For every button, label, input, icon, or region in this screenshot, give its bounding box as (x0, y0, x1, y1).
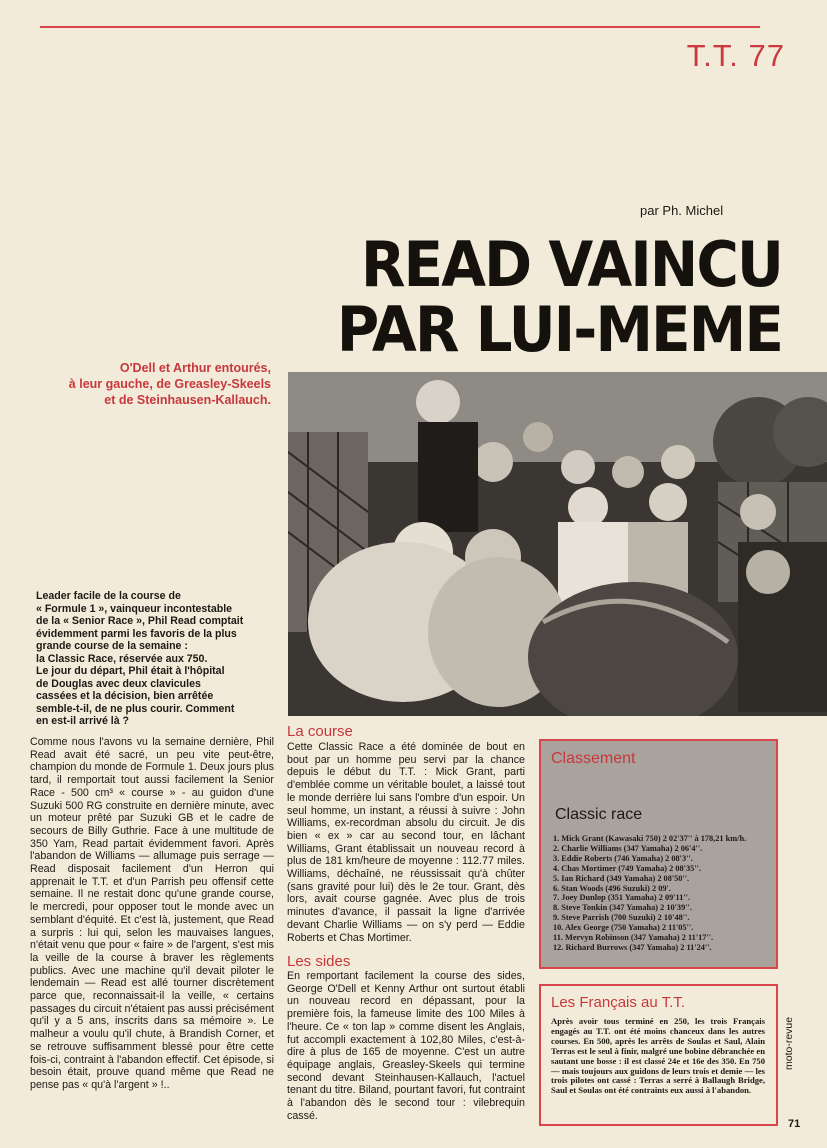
page-number: 71 (788, 1118, 801, 1130)
photo-caption (28, 360, 271, 408)
result-row: 5. Ian Richard (349 Yamaha) 2 08'50''. (553, 873, 690, 883)
magazine-name: moto-revue (783, 1016, 795, 1070)
intro-line: en est-il arrivé là ? (36, 715, 130, 727)
body-les-sides: En remportant facilement la course des sides, George O'Dell et Kenny Arthur ont surtout établi un nouveau record en dépassant, pour la première fois, la fameuse limite des 100 Miles à l'heure. Ce « ton lap » comme disent les Anglais, fut accompli exactement à 102,80 Miles, c'est-à-dire à plus de 165 de moyenne. C'est un autre équipage anglais, Greasley-Skeels qui termine second devant Steinhausen-Kallauch, l'actuel tenant du titre. Biland, pourtant favori, fut contraint à l'abandon dès le second tour : vilebrequin cassé. (287, 970, 525, 1122)
intro-line: cassées et la décision, bien arrêtée (36, 690, 214, 702)
caption-line: à leur gauche, de Greasley-Skeels (68, 377, 271, 391)
result-row: 1. Mick Grant (Kawasaki 750) 2 02'37'' à 178,21 km/h. (553, 834, 747, 843)
classement-title: Classement (551, 750, 636, 767)
result-row: 3. Eddie Roberts (746 Yamaha) 2 08'3''. (553, 853, 693, 863)
intro-line: grande course de la semaine : (36, 640, 188, 652)
intro-line: Leader facile de la course de (36, 590, 181, 602)
intro-line: évidemment parmi les favoris de la plus (36, 627, 237, 640)
francais-title: Les Français au T.T. (551, 994, 685, 1011)
intro-paragraph (36, 590, 276, 728)
result-row: 7. Joey Dunlop (351 Yamaha) 2 09'11''. (553, 893, 691, 903)
result-row: 9. Steve Parrish (700 Suzuki) 2 10'48''. (553, 913, 690, 923)
race-photo (288, 372, 827, 716)
result-row: 12. Richard Burrows (347 Yamaha) 2 11'24''. (553, 942, 712, 952)
intro-line: de la « Senior Race », Phil Read comptait (36, 615, 244, 627)
result-row: 11. Mervyn Robinson (347 Yamaha) 2 11'17''. (553, 933, 714, 943)
byline: par Ph. Michel (640, 203, 724, 218)
subhead-les-sides: Les sides (287, 953, 351, 970)
body-la-course: Cette Classic Race a été dominée de bout en bout par un homme peu servi par la chance depuis le début du T.T. : Mick Grant, parti d'emblée comme un véritable boulet, a laissé tout le monde derrière lui sans l'ombre d'un espoir. Un seul homme, un instant, a réussi à suivre : John Williams, ex-recordman absolu du circuit. Je dis bien « ex » car au second tour, en lâchant Williams, Grant établissait un nouveau record à plus de 181 km/heure de moyenne : 112.77 miles. Williams, déchaîné, ne réussissait qu'à chûter (sans gravité pour lui) dès le 2e tour. Grant, dès lors, avait course gagnée. Avec plus de trois minutes d'avance, il passait la ligne d'arrivée devant Charlie Williams — on s'y perd — Eddie Roberts et Chas Mortimer. (287, 741, 525, 944)
result-row: 4. Chas Mortimer (749 Yamaha) 2 08'35''. (553, 863, 701, 873)
result-row: 8. Steve Tonkin (347 Yamaha) 2 10'39''. (553, 903, 692, 913)
intro-line: Le jour du départ, Phil était à l'hôpital (36, 665, 225, 677)
intro-line: « Formule 1 », vainqueur incontestable (36, 602, 233, 615)
body-column-1: Comme nous l'avons vu la semaine dernière, Phil Read avait été sacré, un peu vite peut-être, champion du monde de Formule 1. Deux jours plus tard, il remportait tout aussi facilement la Senior Race - 500 cm³ « course » - au guidon d'une Suzuki 500 RG construite en dernière minute, avec un moteur prêté par Suzuki GB et le cadre de secours de Billy Guthrie. Face à une multitude de 350 Yam, Read partait évidemment favori. Après l'abandon de Williams — allumage puis serrage — Read disposait facilement d'un Herron qui apprenait le T.T. et d'un Parrish peu offensif cette semaine. Il ne restait donc qu'une grande course, le mercredi, pour opposer tout le monde avec un semblant d'équité. Et c'est là, justement, que Read a surpris : lui qui, selon les mauvaises langues, n'était venu que pour « faire » de l'argent, s'est mis la veille de la course à braver les règlements publics. Avec une machine qu'il devait piloter le lendemain — Read est allé tourner discrètement parce que, reconnaissait-il la veille, « certains passages du circuit n'étaient pas aussi précisément qu'il y a 5 ans, inscrits dans sa mémoire ». Le malheur a voulu qu'il chute, à Brandish Corner, et se retrouve suffisamment blessé pour être cette fois-ci, contraint à l'abandon effectif. Cet épisode, si besoin était, prouve quand même que Read ne pense pas « qu'à l'argent » !.. (30, 736, 274, 1091)
result-row: 10. Alex George (750 Yamaha) 2 11'05''. (553, 923, 694, 933)
result-row: 2. Charlie Williams (347 Yamaha) 2 06'4''. (553, 843, 703, 853)
subhead-la-course: La course (287, 723, 353, 740)
intro-line: la Classic Race, réservée aux 750. (36, 652, 208, 665)
top-rule (40, 26, 760, 28)
caption-line: O'Dell et Arthur entourés, (119, 361, 271, 375)
crowd-photo-illustration (288, 372, 827, 716)
headline-line-2: PAR LUI-MEME (336, 292, 782, 366)
headline-line-1: READ VAINCU (360, 227, 782, 302)
intro-line: de Douglas avec deux clavicules (36, 677, 201, 690)
classement-subtitle: Classic race (555, 806, 643, 823)
result-row: 6. Stan Woods (496 Suzuki) 2 09'. (553, 883, 671, 893)
section-title: T.T. 77 (686, 38, 785, 73)
francais-box (539, 984, 778, 1126)
headline (290, 227, 782, 366)
classement-box (539, 739, 778, 969)
francais-text: Après avoir tous terminé en 250, les trois Français engagés au T.T. ont été moins chanceux dans les autres courses. En 500, après les arrêts de Soulas et Saul, Alain Terras est le seul à finir, malgré une bobine débranchée en sautant une bosse : il est classé 24e et 16e des 350. En 750 — mais toujours aux guidons de leurs trois et demie — les trois pilotes ont cassé : Terras a serré à Ballaugh Bridge, Saul et Soulas ont été contraints eux aussi à l'abandon. (551, 1016, 765, 1096)
caption-line: et de Steinhausen-Kallauch. (104, 393, 271, 407)
results-list (553, 834, 768, 953)
intro-line: semble-t-il, de ne plus courir. Comment (36, 702, 235, 715)
